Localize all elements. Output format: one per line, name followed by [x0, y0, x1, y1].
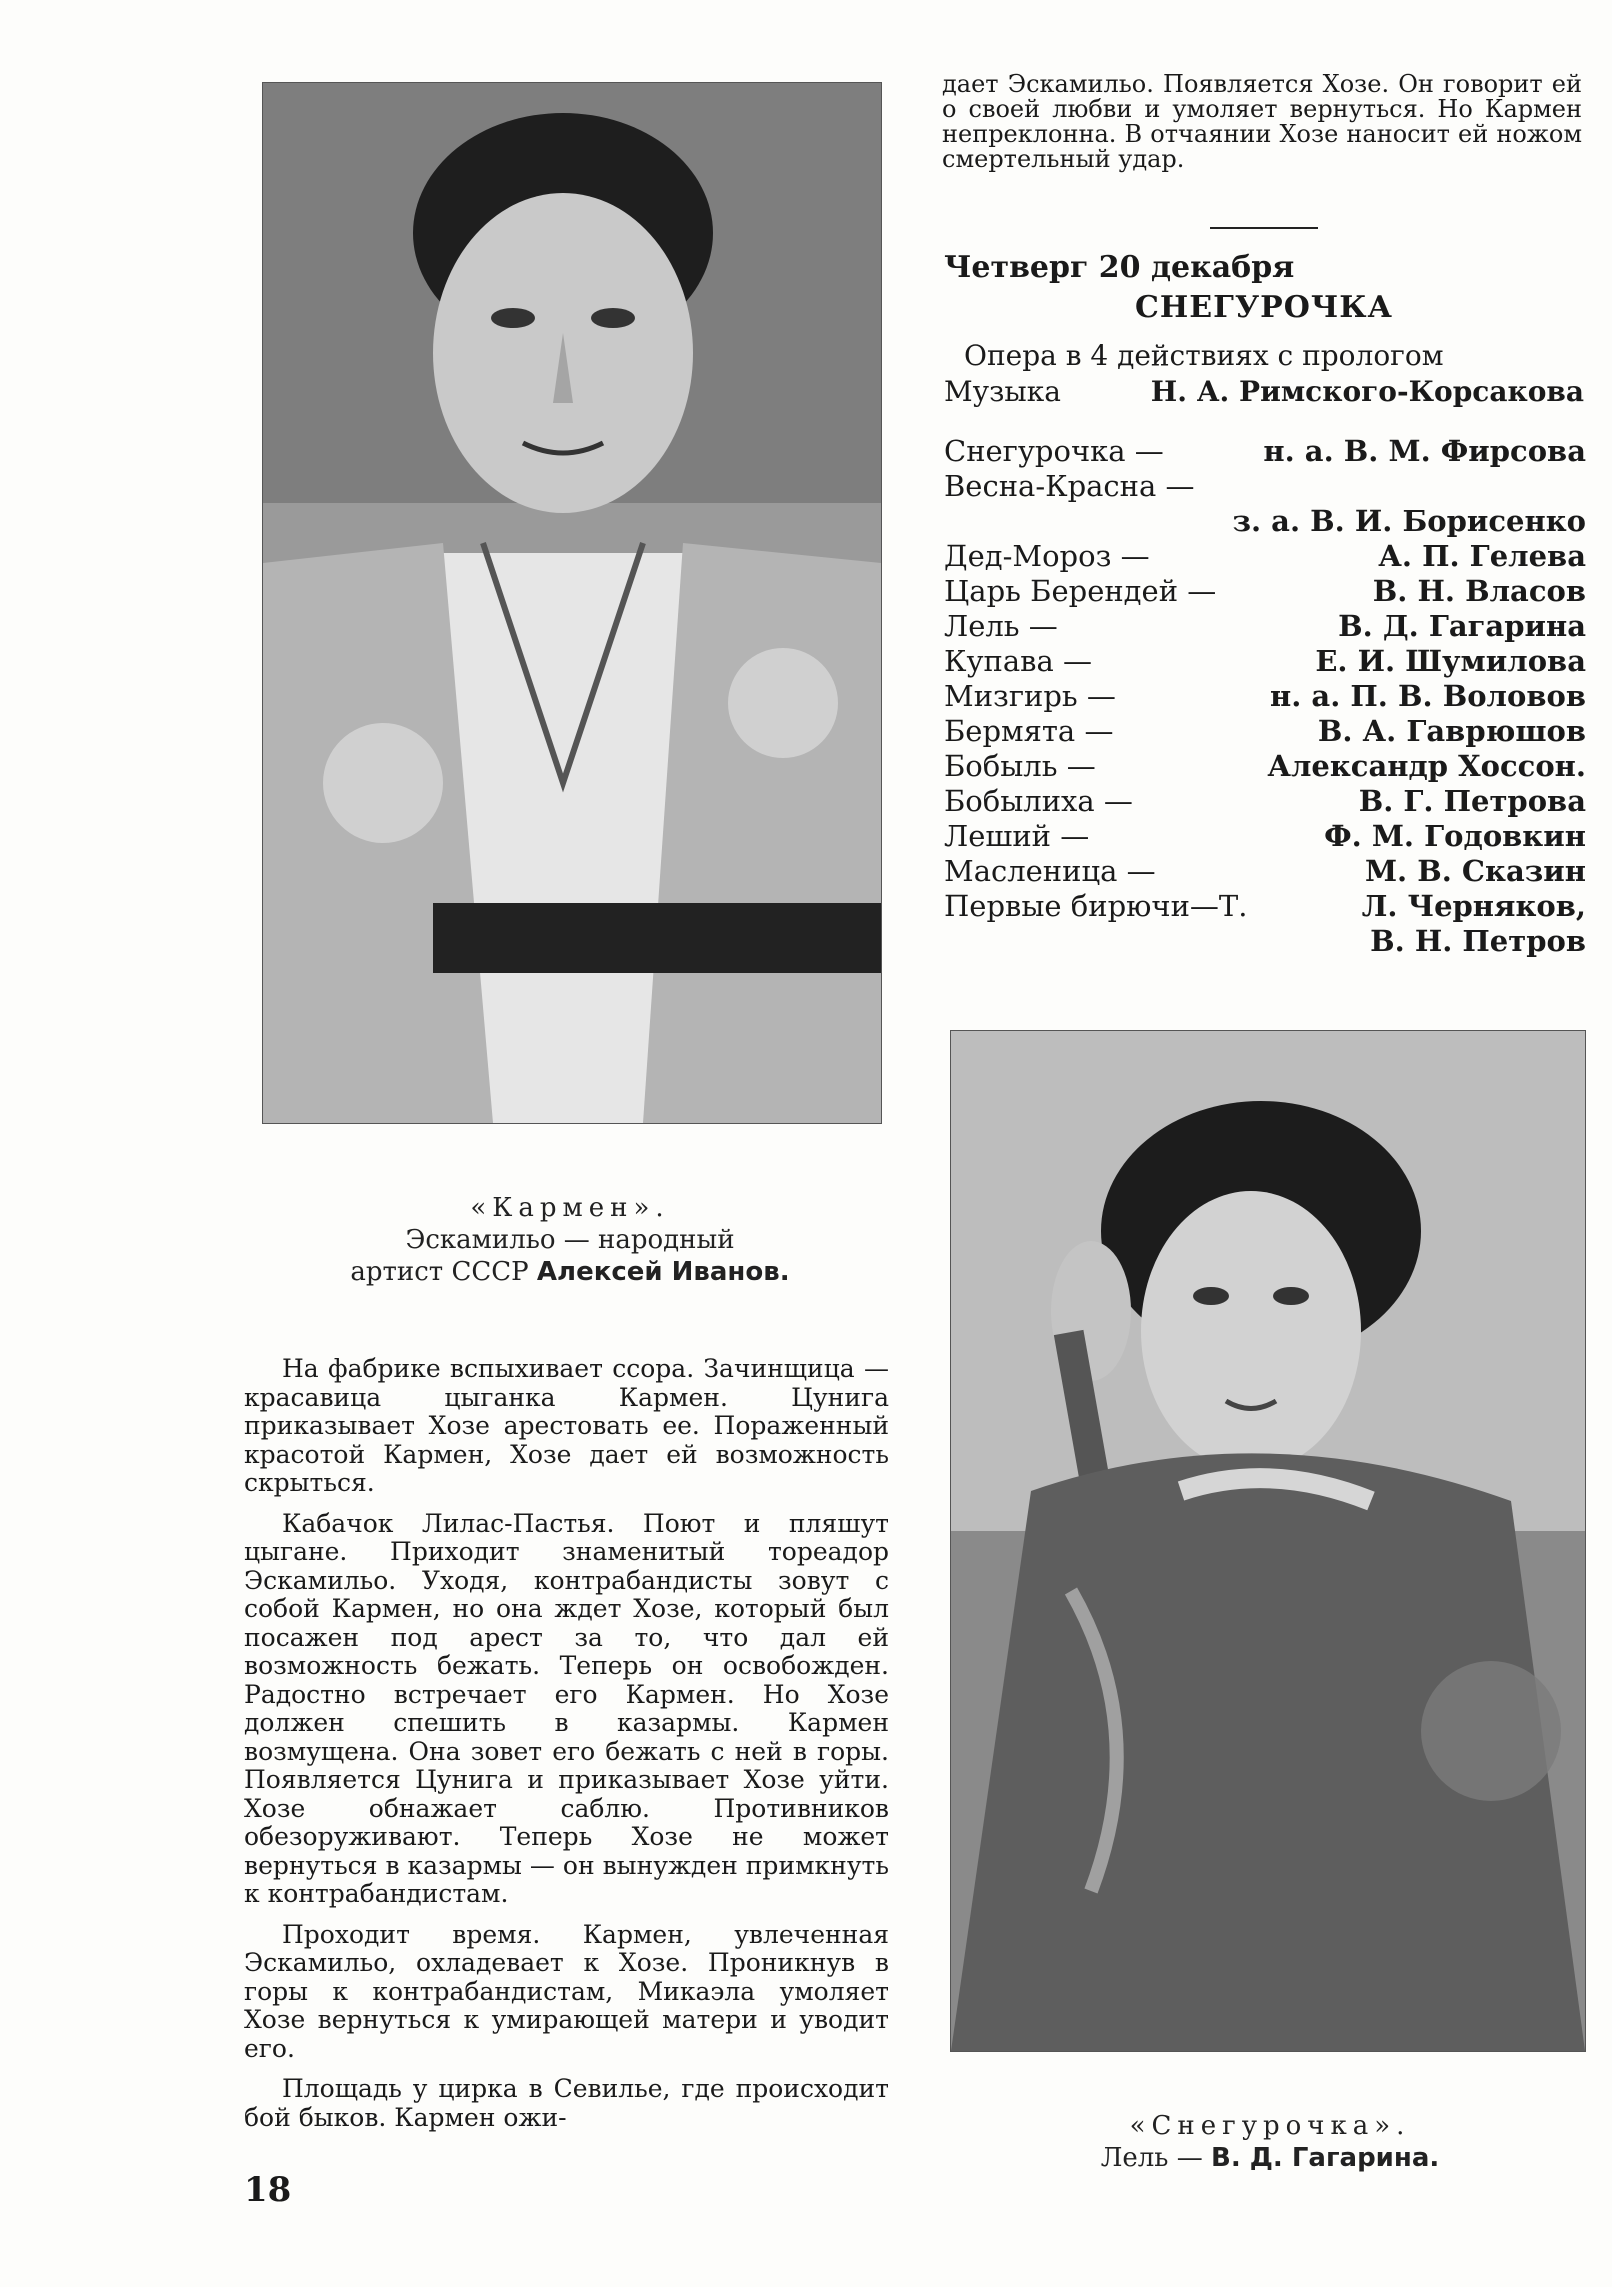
cast-performer: В. Г. Петрова — [1358, 784, 1586, 818]
cast-role: Купава — — [944, 644, 1092, 678]
cast-performer: М. В. Сказин — [1364, 854, 1586, 888]
cast-role: Масленица — — [944, 854, 1156, 888]
cast-row — [944, 539, 1586, 574]
cast-performer: А. П. Гелева — [1378, 539, 1586, 573]
cast-row — [944, 784, 1586, 819]
cast-role: Бобыль — — [944, 749, 1096, 783]
cast-row — [944, 749, 1586, 784]
cast-row — [944, 609, 1586, 644]
composer-name: Н. А. Римского-Корсакова — [1150, 375, 1584, 408]
cast-role: Снегурочка — — [944, 434, 1164, 468]
cast-performer: н. а. П. В. Воловов — [1270, 679, 1586, 713]
composer-line — [944, 374, 1584, 410]
caption-line — [990, 2142, 1550, 2174]
portrait-illustration — [951, 1031, 1585, 2051]
synopsis-paragraph: Проходит время. Кармен, увлеченная Эскамильо, охладевает к Хозе. Проникнув в горы к контрабандистам, Микаэла умоляет Хозе вернуться к умирающей матери и уводит его. — [244, 1919, 889, 2063]
cast-row — [944, 714, 1586, 749]
cast-performer: з. а. В. И. Борисенко — [1232, 504, 1586, 538]
cast-list — [944, 434, 1586, 959]
cast-row — [944, 854, 1586, 889]
cast-role: Бермята — — [944, 714, 1114, 748]
cast-performer: В. Н. Власов — [1372, 574, 1586, 608]
portrait-illustration — [263, 83, 881, 1123]
section-divider — [1210, 227, 1318, 229]
caption-prefix: артист СССР — [350, 1257, 529, 1287]
caption-artist-name: В. Д. Гагарина. — [1211, 2143, 1440, 2173]
caption-prefix: Лель — — [1100, 2143, 1203, 2173]
opera-title: СНЕГУРОЧКА — [1135, 290, 1393, 325]
cast-role: Царь Берендей — — [944, 574, 1217, 608]
composer-prefix: Музыка — [944, 375, 1061, 408]
synopsis-paragraph: Площадь у цирка в Севилье, где происходит бой быков. Кармен ожи- — [244, 2074, 889, 2132]
photo-caption-carmen — [270, 1192, 870, 1288]
cast-row — [944, 644, 1586, 679]
cast-performer: Е. И. Шумилова — [1315, 644, 1586, 678]
cast-row — [944, 434, 1586, 469]
cast-row — [944, 679, 1586, 714]
cast-row — [944, 819, 1586, 854]
cast-performer: В. Н. Петров — [1370, 924, 1586, 958]
cast-row — [944, 574, 1586, 609]
performance-date: Четверг 20 декабря — [944, 250, 1295, 285]
cast-role: Бобылиха — — [944, 784, 1133, 818]
cast-performer: Александр Хоссон. — [1267, 749, 1586, 783]
synopsis-paragraph: На фабрике вспыхивает ссора. Зачинщица — красавица цыганка Кармен. Цунига приказывает Хозе арестовать ее. Пораженный красотой Кармен, Хозе дает ей возможность скрыться. — [244, 1354, 889, 1497]
cast-row — [944, 469, 1586, 504]
photo-caption-snegurochka — [990, 2110, 1550, 2174]
cast-performer: н. а. В. М. Фирсова — [1263, 434, 1586, 468]
cast-role: Дед-Мороз — — [944, 539, 1150, 573]
cast-role: Мизгирь — — [944, 679, 1116, 713]
cast-row — [944, 924, 1586, 959]
synopsis-paragraph: Кабачок Лилас-Пастья. Поют и пляшут цыгане. Приходит знаменитый тореадор Эскамильо. Уходя, контрабандисты зовут с собой Кармен, но она ждет Хозе, который был посажен под арест за то, что дал ей возможность бежать. Теперь он освобожден. Радостно встречает его Кармен. Но Хозе должен спешить в казармы. Кармен возмущена. Она зовет его бежать с ней в горы. Появляется Цунига и приказывает Хозе уйти. Хозе обнажает саблю. Противников обезоруживают. Теперь Хозе не может вернуться в казармы — он вынужден примкнуть к контрабандистам. — [244, 1508, 889, 1908]
opera-subtitle: Опера в 4 действиях с прологом — [964, 339, 1444, 372]
photo-carmen-escamillo — [262, 82, 882, 1124]
caption-line: Эскамильо — народный — [405, 1225, 735, 1255]
page-number: 18 — [244, 2170, 292, 2210]
synopsis-paragraph: дает Эскамильо. Появляется Хозе. Он говорит ей о своей любви и умоляет вернуться. Но Кармен непреклонна. В отчаянии Хозе наносит ей ножом смертельный удар. — [942, 70, 1582, 173]
cast-performer: Ф. М. Годовкин — [1324, 819, 1586, 853]
cast-role: Лель — — [944, 609, 1058, 643]
caption-line — [270, 1256, 870, 1288]
caption-artist-name: Алексей Иванов. — [536, 1257, 790, 1287]
cast-row — [944, 504, 1586, 539]
cast-performer: В. Д. Гагарина — [1338, 609, 1586, 643]
caption-title: «Снегурочка». — [1129, 2111, 1411, 2141]
cast-performer: В. А. Гаврюшов — [1317, 714, 1586, 748]
photo-snegurochka-lel — [950, 1030, 1586, 2052]
synopsis-carmen — [244, 1355, 889, 2144]
cast-role: Первые бирючи—Т. — [944, 889, 1248, 923]
synopsis-continuation — [942, 72, 1582, 184]
cast-performer: Л. Черняков, — [1361, 889, 1586, 923]
cast-role: Леший — — [944, 819, 1090, 853]
cast-role: Весна-Красна — — [944, 469, 1195, 503]
caption-title: «Кармен». — [470, 1193, 670, 1223]
cast-row — [944, 889, 1586, 924]
